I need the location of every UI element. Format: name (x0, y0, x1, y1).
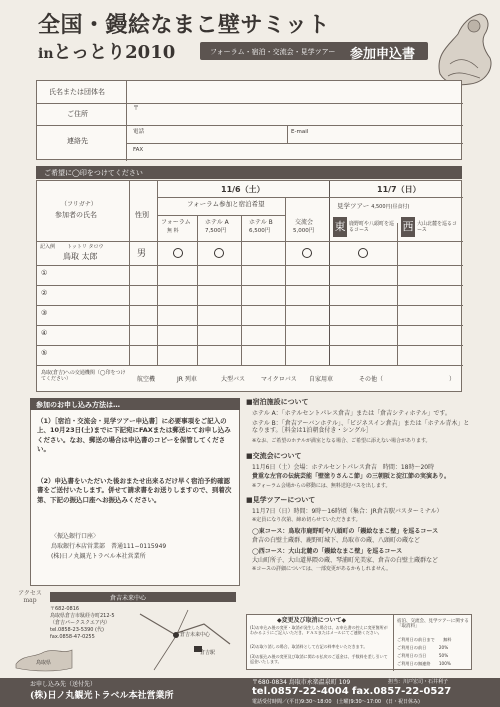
transport-label: 鳥取(倉吉)への交通機関（◯印をつけてください） (41, 370, 126, 382)
contact-label: 連絡先 (67, 137, 88, 145)
course-note: ※コースの詳細については、一部変更があるかもしれません。 (252, 566, 392, 572)
footer-staff: 担当：川戸宏司・石井利子 (388, 679, 449, 685)
west-course: ◯西コース：大山北麓の「鏝絵なまこ壁」を巡るコース (252, 548, 403, 555)
day1-header: 11/6（土） (221, 185, 265, 194)
map-label-station: 倉吉駅 (200, 650, 216, 656)
footer-address: 〒680-0834 鳥取市永楽温泉町 109 (252, 679, 351, 686)
example-hotel-circle (214, 248, 224, 258)
east-course: ◯東コース：鳥取市鹿野町や八頭町の「鏝絵なまこ壁」を巡るコース (252, 528, 439, 535)
tour-title: ■見学ツアーについて (246, 496, 316, 504)
footer-tel: tel.0857-22-4004 (252, 686, 349, 697)
footer-fax: fax.0857-22-0527 (352, 686, 452, 697)
access-map-label: アクセスmap (18, 590, 42, 604)
fee-title: 宿泊、交流会、見学ツアーに関する「取消料」 (397, 619, 469, 630)
gender-column-header: 性別 (135, 211, 149, 219)
fee-1: ご利用日の前日まで 無料 (397, 637, 452, 642)
access-title-bar (50, 592, 236, 602)
forum-price: 無 料 (167, 228, 179, 234)
bank-line-2: (株)日ノ丸観光トラベル本社営業所 (51, 553, 146, 560)
west-detail: 大山町所子、大山道界隈の蔵、琴浦町光美家、倉吉の白壁土蔵群など (252, 557, 439, 564)
bank-line-1: 鳥取銀行本店営業部 普通111−0115949 (51, 543, 167, 550)
subtitle-place: とっとり2010 (53, 42, 176, 63)
example-party-circle (302, 248, 312, 258)
fax-label: FAX (133, 147, 144, 153)
tour-text: 11月7日（日）時間：9時〜16時頃（集合：JR倉吉駅バスターミナル） (252, 508, 443, 515)
hotel-b-header: ホテル B (249, 219, 273, 226)
howto-item-1: （1）［宿泊・交流会・見学ツアー申込書］に必要事項をご記入の上、10月23日(土)までに下記宛にFAXまたは郵送にてお申し込みください。なお、郵送の場合は申込書のコピーを保管してください。 (37, 417, 231, 454)
fax-field[interactable] (155, 145, 455, 159)
fee-2: ご利用日の前日 20% (397, 645, 449, 650)
example-east-circle (358, 248, 368, 258)
cancel-text-3: (3)お振込み後の変更及び取消に関わる払戻のご返金は、手数料を差し引いて返金いたします。 (250, 654, 388, 664)
forum-group-header: フォーラム参加と宿泊希望 (187, 200, 265, 208)
access-addr-3: （倉吉パークスクエア内） (50, 620, 110, 626)
furigana-header: （フリガナ） (61, 201, 97, 208)
lodging-a: ホテル A：「ホテルセントパレス倉吉」または「倉吉シティホテル」です。 (252, 410, 451, 417)
transport-air[interactable]: 航空機 (137, 376, 156, 383)
tour-note: ※定員になり次第、締め切らせていただきます。 (252, 517, 361, 523)
access-title: 倉吉未来中心 (110, 595, 147, 602)
lodging-title: ■宿泊施設について (246, 398, 309, 406)
email-field[interactable] (317, 127, 457, 141)
tagline-bar (200, 42, 428, 60)
transport-jr[interactable]: JR 列車 (177, 376, 197, 383)
party-title: ■交流会について (246, 452, 302, 460)
east-detail: 倉吉の白壁土蔵群、鹿野町城下、鳥取市の蔵、八頭町の蔵など (252, 537, 421, 544)
row-number-5: ⑤ (41, 349, 48, 357)
party-note: ※フォーラム会場からの移動には、無料送迎バスを出します。 (252, 483, 391, 489)
cancel-text-2: (2)お取り消しの場合、取消料として右記の料率をいただきます。 (250, 644, 368, 649)
info-section (246, 398, 472, 610)
page-title: 全国・鏝絵なまこ壁サミット (38, 12, 331, 38)
contact-form (36, 80, 462, 160)
transport-other-close: ） (449, 376, 456, 383)
tel-label: 電話 (133, 129, 145, 135)
hotel-b-price: 6,500円 (249, 228, 271, 234)
party-price: 5,000円 (293, 228, 315, 234)
transport-bus[interactable]: 大型バス (221, 376, 246, 383)
transport-microbus[interactable]: マイクロバス (261, 376, 297, 383)
access-addr-1: 〒682-0816 (50, 606, 80, 612)
tour-label: 見学ツアー (337, 202, 370, 210)
access-fax: fax.0858-47-0255 (50, 634, 95, 640)
address-label: ご住所 (67, 110, 88, 118)
apply-heading: 参加申込書 (350, 47, 416, 62)
example-gender: 男 (137, 249, 147, 259)
west-mark: 西 (401, 217, 415, 237)
party-text-2: 貴重な左官の伝統芸能「壁塗りさんこ節」の三朝阪と淀江節の実演あり。 (252, 473, 451, 480)
row-number-4: ④ (41, 329, 48, 337)
company-name: (株)日ノ丸観光トラベル本社営業所 (30, 691, 174, 701)
example-furigana: トットリ タロウ (67, 244, 104, 250)
forum-header: フォーラム (161, 219, 191, 226)
east-mark: 東 (333, 217, 347, 237)
howto-item-2: （2）申込書をいただいた後おまたせ出来るだけ早く宿泊予約確認書をご送付いたします。併せて請求書をお送りしますので、到着次第、下記の振込口座へお振込みください。 (37, 477, 232, 504)
howto-title-bar (30, 398, 240, 410)
howto-section (30, 398, 240, 586)
map-label-center: 倉吉未来中心 (180, 632, 211, 638)
row-number-3: ③ (41, 309, 48, 317)
tour-header (337, 203, 409, 211)
wish-bar-title: ご希望に◯印をつけてください (44, 169, 143, 177)
tel-field[interactable] (155, 127, 283, 141)
row-number-1: ① (41, 269, 48, 277)
fee-3: ご利用日の当日 50% (397, 653, 449, 658)
cancel-title: ◆変更及び取消について◆ (277, 617, 347, 624)
applicant-label: お申し込み先（送付先） (30, 681, 97, 688)
footer-hours: 電話受付時間／(平日)9:30〜18:00 (土曜)9:30〜17:00 (日・祝日休み) (252, 699, 420, 705)
email-label: E-mail (291, 129, 309, 135)
example-label: 記入例 (40, 244, 56, 250)
example-forum-circle (173, 248, 183, 258)
howto-title: 参加のお申し込み方法は… (36, 401, 120, 409)
name-field[interactable] (129, 83, 459, 101)
east-course-label: 鹿野町や八頭町を巡るコース (349, 221, 395, 233)
postal-mark: 〒 (133, 105, 140, 112)
transport-car[interactable]: 自家用車 (309, 376, 334, 383)
name-label: 氏名または団体名 (49, 88, 105, 96)
map-label-prefecture: 鳥取県 (36, 660, 52, 666)
cancel-text-1: (1)お申込み後の変更・取消が発生した場合は、お申込書の控えに変更箇所がわかるようにご記入いただき、ＦＡＸまたはメールにてご連絡ください。 (250, 625, 388, 635)
access-addr-2: 鳥取県倉吉市駄経寺町212-5 (50, 613, 115, 619)
cancel-box (246, 614, 472, 670)
access-section (14, 588, 236, 676)
wish-bar (36, 166, 462, 179)
hotel-a-header: ホテル A (205, 219, 229, 226)
lodging-note: ※なお、ご希望のホテルが満室となる場合、ご希望に添えない場合があります。 (252, 438, 431, 444)
access-route-map (134, 604, 234, 674)
subtitle-in: in (38, 46, 54, 62)
party-text: 11月6日（土）会場：ホテルセントパレス倉吉 時間：18時〜20時 (252, 464, 435, 471)
name-column-header: 参加者の氏名 (55, 211, 97, 219)
day2-header: 11/7（日） (377, 185, 421, 194)
footer (0, 678, 500, 707)
lodging-b: ホテル B：「倉吉アーバンホテル」、「ビジネスイン倉吉」または「ホテル青木」となります。［料金は1泊朝食付き・シングル］ (252, 420, 470, 435)
subtitle (38, 38, 175, 64)
tour-price: 4,500円(昼食付) (371, 204, 410, 210)
prefecture-map (14, 644, 74, 674)
fee-4: ご利用日の無連絡 100% (397, 661, 451, 666)
hotel-a-price: 7,500円 (205, 228, 227, 234)
tagline: フォーラム・宿泊・交流会・見学ツアー (210, 48, 336, 56)
west-course-label: 大山北麓を巡るコース (417, 221, 458, 233)
example-name: 鳥取 太郎 (63, 252, 98, 261)
address-field[interactable] (141, 105, 459, 123)
wish-table (36, 180, 462, 392)
plaster-relief-illustration (430, 4, 496, 90)
bank-label: 〈振込銀行口座〉 (51, 533, 100, 540)
transport-other[interactable]: その他（ (359, 376, 384, 383)
access-tel: tel.0858-23-5390 (代) (50, 627, 104, 633)
row-number-2: ② (41, 289, 48, 297)
party-header: 交流会 (295, 219, 314, 226)
